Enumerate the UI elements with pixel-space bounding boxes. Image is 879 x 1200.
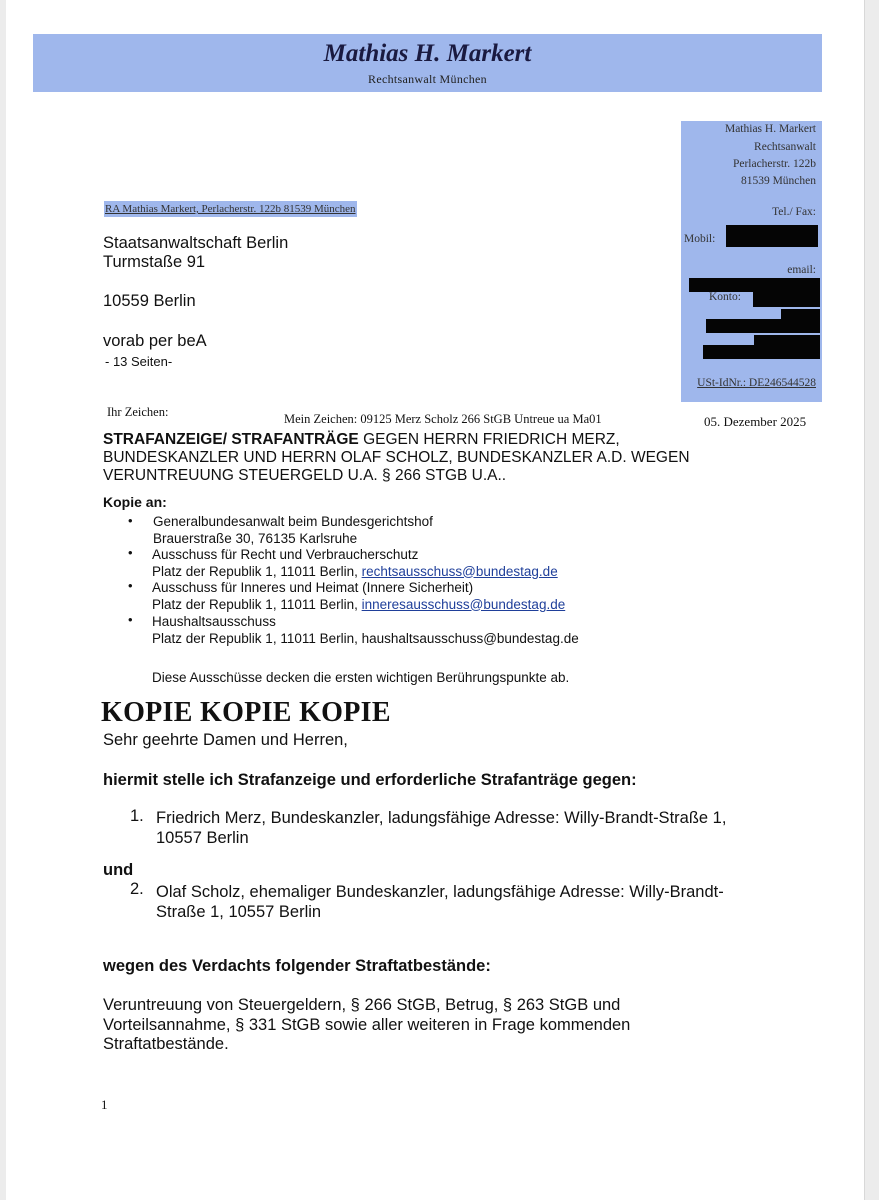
offences-text [103, 996, 630, 1055]
recipient-line: Turmstaße 91 [103, 253, 206, 271]
offences-line: Straftatbestände. [103, 1035, 229, 1053]
kopie-banner: KOPIE KOPIE KOPIE [101, 697, 391, 728]
salutation: Sehr geehrte Damen und Herren, [103, 731, 348, 749]
offences-line: Vorteilsannahme, § 331 StGB sowie aller weiteren in Frage kommenden [103, 1015, 631, 1034]
recipient-city: 10559 Berlin [103, 292, 196, 310]
intro-text: hiermit stelle ich Strafanzeige und erforderliche Strafanträge gegen: [103, 771, 637, 789]
sidebox-email-label: email: [787, 264, 816, 276]
bullet: • [128, 612, 133, 627]
contact-sidebox [681, 121, 822, 402]
kopie-item-line: Ausschuss für Recht und Verbraucherschutz [152, 547, 419, 562]
redaction-bar [726, 225, 818, 247]
offences-heading: wegen des Verdachts folgender Straftatbestände: [103, 957, 491, 975]
sidebox-line: Mathias H. Markert [724, 123, 816, 135]
mein-zeichen: Mein Zeichen: 09125 Merz Scholz 266 StGB Untreue ua Ma01 [284, 412, 602, 426]
accused-item [156, 883, 724, 922]
kopie-item-line: Platz der Republik 1, 11011 Berlin, haushaltsausschuss@bundestag.de [152, 630, 579, 646]
page-count: - 13 Seiten- [105, 354, 173, 369]
accused-line: Friedrich Merz, Bundeskanzler, ladungsfähige Adresse: Willy-Brandt-Straße 1, [156, 809, 727, 827]
kopie-item-line: Platz der Republik 1, 11011 Berlin, [152, 596, 362, 612]
kopie-note: Diese Ausschüsse decken die ersten wichtigen Berührungspunkte ab. [152, 670, 570, 685]
subject-line [103, 431, 723, 485]
und-text: und [103, 861, 134, 879]
sidebox-line: Rechtsanwalt [754, 141, 816, 153]
letterhead-subtitle: Rechtsanwalt München [368, 72, 487, 86]
page-number: 1 [101, 1097, 108, 1112]
sidebox-ust-id: USt-IdNr.: DE246544528 [697, 377, 816, 389]
kopie-item-line: Haushaltsausschuss [152, 614, 276, 629]
sidebox-line: Perlacherstr. 122b [732, 158, 816, 170]
kopie-item [152, 580, 565, 613]
bullet: • [128, 578, 133, 593]
redaction-bar [706, 319, 820, 333]
redaction-bar [781, 309, 820, 319]
sidebox-line: Tel./ Fax: [772, 206, 816, 218]
bullet: • [128, 513, 133, 528]
letterhead-name: Mathias H. Markert [323, 40, 532, 67]
subject-rest: GEGEN HERRN FRIEDRICH MERZ, BUNDESKANZLER UND HERRN OLAF SCHOLZ, BUNDESKANZLER A.D. WEGEN VERUNTREUUNG STEUERGELD U.A. § 266 STGB U.A.. [103, 431, 690, 484]
ihr-zeichen: Ihr Zeichen: [107, 405, 169, 419]
document-page [6, 0, 865, 1200]
kopie-item-line: Ausschuss für Inneres und Heimat (Innere Sicherheit) [152, 580, 474, 595]
return-address: RA Mathias Markert, Perlacherstr. 122b 81539 München [105, 203, 356, 215]
kopie-heading: Kopie an: [103, 494, 167, 510]
kopie-item-line: Brauerstraße 30, 76135 Karlsruhe [153, 530, 358, 546]
sidebox-mobil-label: Mobil: [684, 233, 716, 245]
list-number: 2. [130, 880, 144, 898]
kopie-item-line: Generalbundesanwalt beim Bundesgerichtshof [153, 514, 433, 529]
delivery-method: vorab per beA [103, 332, 207, 350]
recipient-line: Staatsanwaltschaft Berlin [103, 234, 289, 252]
redaction-bar [703, 345, 820, 359]
kopie-item-line: Platz der Republik 1, 11011 Berlin, [152, 563, 362, 579]
subject-bold: STRAFANZEIGE/ STRAFANTRÄGE [103, 431, 359, 448]
sidebox-konto-label: Konto: [709, 291, 741, 303]
bullet: • [128, 545, 133, 560]
email-link[interactable]: rechtsausschuss@bundestag.de [361, 563, 558, 579]
accused-line: 10557 Berlin [156, 828, 249, 847]
redaction-bar [753, 292, 820, 307]
accused-line: Olaf Scholz, ehemaliger Bundeskanzler, ladungsfähige Adresse: Willy-Brandt- [156, 883, 724, 901]
email-link[interactable]: inneresausschuss@bundestag.de [361, 596, 566, 612]
letter-date: 05. Dezember 2025 [704, 414, 807, 429]
letterhead [33, 34, 822, 92]
offences-line: Veruntreuung von Steuergeldern, § 266 StGB, Betrug, § 263 StGB und [103, 996, 621, 1014]
redaction-bar [689, 278, 820, 292]
kopie-item [152, 614, 579, 647]
list-number: 1. [130, 807, 144, 825]
kopie-item [152, 547, 558, 580]
kopie-item [153, 514, 433, 547]
sidebox-line: 81539 München [740, 175, 816, 187]
accused-item [156, 809, 726, 848]
accused-line: Straße 1, 10557 Berlin [156, 902, 322, 921]
